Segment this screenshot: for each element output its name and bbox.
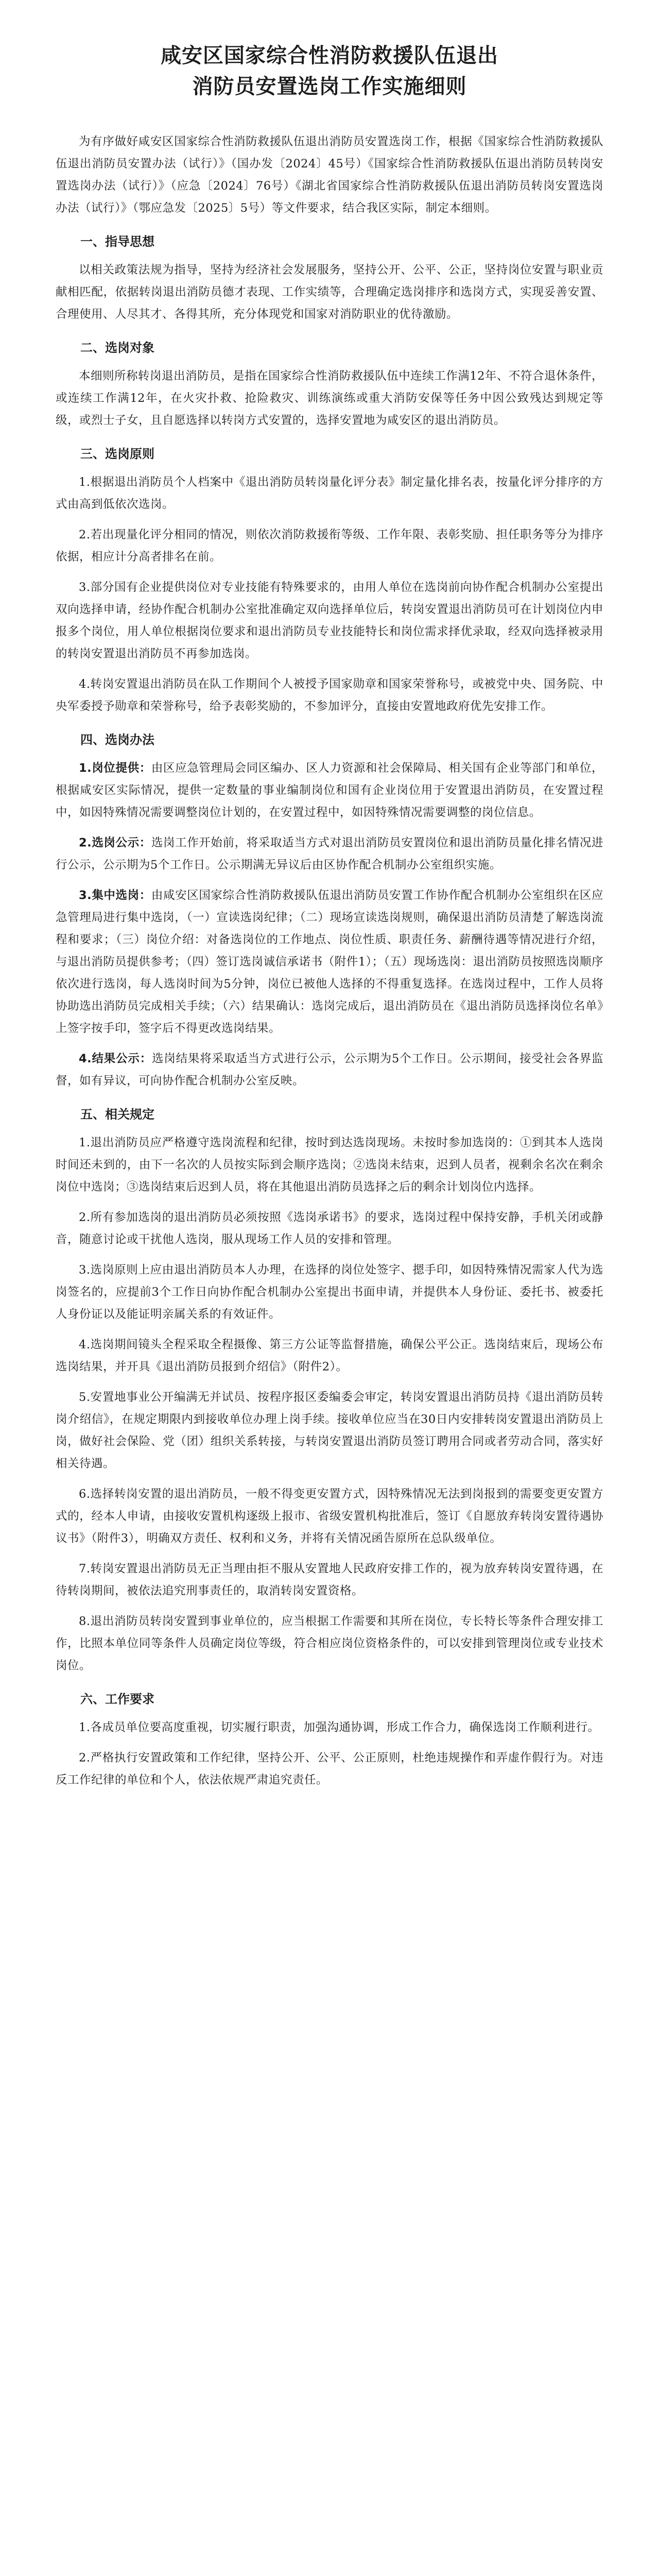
paragraph-lead: 1.岗位提供： bbox=[79, 761, 151, 775]
paragraph-text: 4.选岗期间镜头全程采取全程摄像、第三方公证等监督措施，确保公平公正。选岗结束后，现场公布选岗结果，并开具《退出消防员报到介绍信》（附件2）。 bbox=[56, 1338, 603, 1374]
section-paragraph bbox=[56, 577, 603, 665]
paragraph-text: 7.转岗安置退出消防员无正当理由拒不服从安置地人民政府安排工作的，视为放弃转岗安置待遇，在待转岗期间，被依法追究刑事责任的，取消转岗安置资格。 bbox=[56, 1562, 603, 1598]
section-heading: 一、指导思想 bbox=[80, 234, 154, 249]
intro-paragraph: 为有序做好咸安区国家综合性消防救援队伍退出消防员安置选岗工作，根据《国家综合性消防救援队伍退出消防员安置办法（试行）》（国办发〔2024〕45号）《国家综合性消防救援队伍退出消防员转岗安置选岗办法（试行）》（应急〔2024〕76号）《湖北省国家综合性消防救援队伍退出消防员转岗安置选岗办法（试行）》（鄂应急发〔2025〕5号）等文件要求，结合我区实际，制定本细则。 bbox=[56, 135, 603, 215]
paragraph-text: 6.选择转岗安置的退出消防员，一般不得变更安置方式，因特殊情况无法到岗报到的需要变更安置方式的，经本人申请，由接收安置机构逐级上报市、省级安置机构批准后，签订《自愿放弃转岗安置待遇协议书》（附件3），明确双方责任、权利和义务，并将有关情况函告原所在总队级单位。 bbox=[56, 1487, 603, 1545]
section-paragraph bbox=[56, 1132, 603, 1198]
paragraph-text: 3.部分国有企业提供岗位对专业技能有特殊要求的，由用人单位在选岗前向协作配合机制办公室提出双向选择申请，经协作配合机制办公室批准确定双向选择单位后，转岗安置退出消防员可在计划岗位内申报多个岗位，用人单位根据岗位要求和退出消防员专业技能特长和岗位需求择优录取，经双向选择被录用的转岗安置退出消防员不再参加选岗。 bbox=[56, 581, 603, 660]
document-sections bbox=[56, 231, 603, 1791]
section-paragraph bbox=[56, 1747, 603, 1791]
paragraph-text: 5.安置地事业公开编满无并试员、按程序报区委编委会审定，转岗安置退出消防员持《退出消防员转岗介绍信》，在规定期限内到接收单位办理上岗手续。接收单位应当在30日内安排转岗安置退出消防员上岗，做好社会保险、党（团）组织关系转接，与转岗安置退出消防员签订聘用合同或者劳动合同，落实好相关待遇。 bbox=[56, 1391, 603, 1470]
section-paragraph bbox=[56, 673, 603, 718]
section-paragraph bbox=[56, 1259, 603, 1326]
section-paragraph bbox=[56, 1048, 603, 1092]
paragraph-text: 4.转岗安置退出消防员在队工作期间个人被授予国家勋章和国家荣誉称号，或被党中央、国务院、中央军委授予勋章和荣誉称号，给予表彰奖励的，不参加评分，直接由安置地政府优先安排工作。 bbox=[56, 677, 603, 713]
section-paragraph bbox=[56, 524, 603, 568]
paragraph-text: 以相关政策法规为指导，坚持为经济社会发展服务，坚持公开、公平、公正，坚持岗位安置与职业贡献相匹配，依据转岗退出消防员德才表现、工作实绩等，合理确定选岗排序和选岗方式，实现妥善安置、合理使用、人尽其才、各得其所，充分体现党和国家对消防职业的优待激励。 bbox=[56, 263, 603, 321]
section-paragraph bbox=[56, 1207, 603, 1251]
paragraph-text: 选岗工作开始前，将采取适当方式对退出消防员安置岗位和退出消防员量化排名情况进行公示，公示期为5个工作日。公示期满无异议后由区协作配合机制办公室组织实施。 bbox=[56, 836, 603, 872]
section-heading: 三、选岗原则 bbox=[80, 447, 154, 461]
paragraph-text: 2.若出现量化评分相同的情况，则依次消防救援衔等级、工作年限、表彰奖励、担任职务等分为排序依据，相应计分高者排名在前。 bbox=[56, 528, 603, 564]
paragraph-lead: 2.选岗公示： bbox=[79, 836, 151, 850]
paragraph-text: 由区应急管理局会同区编办、区人力资源和社会保障局、相关国有企业等部门和单位，根据咸安区实际情况，提供一定数量的事业编制岗位和国有企业岗位用于安置退出消防员，在安置过程中，如因特殊情况需要调整岗位计划的，在安置过程中，如因特殊情况需要调整的岗位信息。 bbox=[56, 761, 603, 819]
document-title bbox=[56, 40, 603, 102]
section-paragraph bbox=[56, 757, 603, 824]
paragraph-text: 2.所有参加选岗的退出消防员必须按照《选岗承诺书》的要求，选岗过程中保持安静，手机关闭或静音，随意讨论或干扰他人选岗，服从现场工作人员的安排和管理。 bbox=[56, 1211, 603, 1246]
section-paragraph bbox=[56, 885, 603, 1040]
paragraph-lead: 4.结果公示： bbox=[79, 1052, 152, 1065]
paragraph-text: 1.根据退出消防员个人档案中《退出消防员转岗量化评分表》制定量化排名表，按量化评分排序的方式由高到低依次选岗。 bbox=[56, 476, 603, 511]
section-paragraph bbox=[56, 1558, 603, 1602]
section-heading: 二、选岗对象 bbox=[80, 341, 154, 355]
section-paragraph bbox=[56, 1386, 603, 1475]
section-paragraph bbox=[56, 471, 603, 516]
paragraph-text: 1.退出消防员应严格遵守选岗流程和纪律，按时到达选岗现场。未按时参加选岗的：①到其本人选岗时间还未到的，由下一名次的人员按实际到会顺序选岗；②选岗未结束，迟到人员者，视剩余名次在剩余岗位中选岗；③选岗结束后迟到人员，将在其他退出消防员选择之后的剩余计划岗位内选择。 bbox=[56, 1136, 603, 1194]
title-line-1: 咸安区国家综合性消防救援队伍退出 bbox=[161, 43, 498, 67]
section-paragraph bbox=[56, 259, 603, 326]
title-line-2: 消防员安置选岗工作实施细则 bbox=[192, 74, 467, 98]
paragraph-text: 2.严格执行安置政策和工作纪律，坚持公开、公平、公正原则，杜绝违规操作和弄虚作假行为。对违反工作纪律的单位和个人，依法依规严肃追究责任。 bbox=[56, 1751, 603, 1787]
paragraph-text: 8.退出消防员转岗安置到事业单位的，应当根据工作需要和其所在岗位，专长特长等条件合理安排工作，比照本单位同等条件人员确定岗位等级，符合相应岗位资格条件的，可以安排到管理岗位或专业技术岗位。 bbox=[56, 1615, 603, 1672]
section-heading: 六、工作要求 bbox=[80, 1692, 154, 1706]
section-paragraph bbox=[56, 365, 603, 432]
section-paragraph bbox=[56, 1334, 603, 1378]
paragraph-text: 1.各成员单位要高度重视，切实履行职责，加强沟通协调，形成工作合力，确保选岗工作顺利进行。 bbox=[79, 1721, 600, 1734]
paragraph-text: 本细则所称转岗退出消防员，是指在国家综合性消防救援队伍中连续工作满12年、不符合退休条件，或连续工作满12年，在火灾扑救、抢险救灾、训练演练或重大消防安保等任务中因公致残达到规定等级，或烈士子女，且自愿选择以转岗方式安置的，选择安置地为咸安区的退出消防员。 bbox=[56, 369, 603, 427]
section-paragraph bbox=[56, 1483, 603, 1550]
section-heading: 五、相关规定 bbox=[80, 1107, 154, 1122]
paragraph-lead: 3.集中选岗： bbox=[79, 889, 151, 902]
section-paragraph bbox=[56, 1717, 603, 1739]
paragraph-text: 3.选岗原则上应由退出消防员本人办理，在选择的岗位处签字、摁手印，如因特殊情况需家人代为选岗签名的，应提前3个工作日向协作配合机制办公室提出书面申请，并提供本人身份证、委托书、被委托人身份证以及能证明亲属关系的有效证件。 bbox=[56, 1263, 603, 1321]
section-heading: 四、选岗办法 bbox=[80, 733, 154, 747]
section-paragraph bbox=[56, 1611, 603, 1677]
paragraph-text: 由咸安区国家综合性消防救援队伍退出消防员安置工作协作配合机制办公室组织在区应急管理局进行集中选岗，（一）宣读选岗纪律；（二）现场宣读选岗规则，确保退出消防员清楚了解选岗流程和要求；（三）岗位介绍：对备选岗位的工作地点、岗位性质、职责任务、薪酬待遇等情况进行介绍，与退出消防员提供参考；（四）签订选岗诚信承诺书（附件1）；（五）现场选岗：退出消防员按照选岗顺序依次进行选岗，每人选岗时间为5分钟，岗位已被他人选择的不得重复选择。在选岗过程中，工作人员将协助选出消防员完成相关手续；（六）结果确认：选岗完成后，退出消防员在《退出消防员选择岗位名单》上签字按手印，签字后不得更改选岗结果。 bbox=[56, 889, 603, 1035]
section-paragraph bbox=[56, 832, 603, 876]
paragraph-text: 选岗结果将采取适当方式进行公示，公示期为5个工作日。公示期间，接受社会各界监督，如有异议，可向协作配合机制办公室反映。 bbox=[56, 1052, 603, 1088]
